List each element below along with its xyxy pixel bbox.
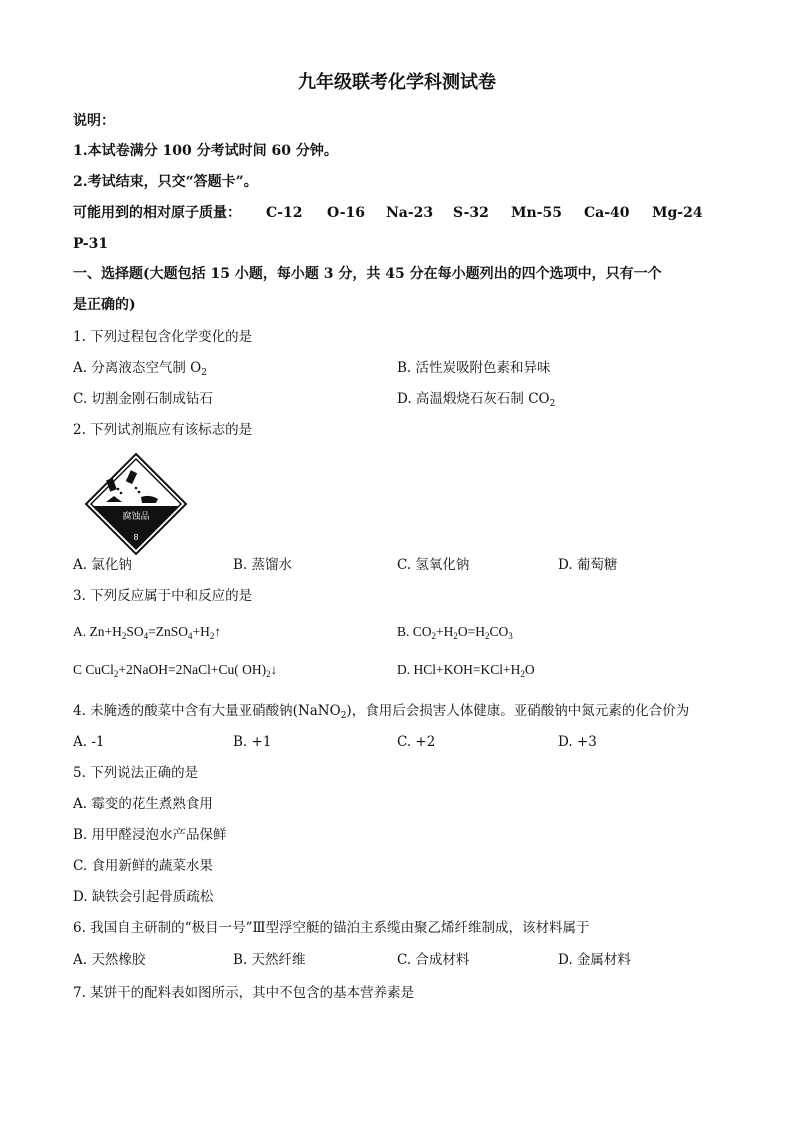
question-5-option-b: B. 用甲醛浸泡水产品保鲜	[73, 827, 227, 843]
atomic-mass-na: Na-23	[386, 205, 434, 221]
instructions-heading: 说明：	[73, 113, 115, 129]
question-6-option-b: B. 天然纤维	[233, 952, 306, 968]
instruction-line-1: 1.本试卷满分 100 分考试时间 60 分钟。	[73, 143, 338, 159]
question-4-option-b: B. +1	[233, 734, 272, 750]
question-2-option-b: B. 蒸馏水	[233, 557, 293, 573]
question-3-option-a: A. $Zn+H_2SO_4=ZnSO_4+H_2↑$	[73, 624, 222, 641]
question-5-option-a: A. 霉变的花生煮熟食用	[73, 796, 213, 812]
question-6-option-d: D. 金属材料	[558, 952, 631, 968]
question-5-option-c: C. 食用新鲜的蔬菜水果	[73, 858, 213, 874]
section-heading-line-1: 一、选择题(大题包括 15 小题，每小题 3 分，共 45 分在每小题列出的四个选项中，只有一个	[73, 266, 662, 282]
exam-title: 九年级联考化学科测试卷	[298, 72, 496, 93]
question-2-option-c: C. 氢氧化钠	[397, 557, 470, 573]
atomic-mass-s: S-32	[453, 205, 489, 221]
question-1-option-c: C. 切割金刚石制成钻石	[73, 391, 213, 407]
question-3-option-b: B. $CO_2+H_2O=H_2CO_3$	[397, 624, 513, 641]
question-3-option-d: D. $HCl+KOH=KCl+H_2O$	[397, 662, 535, 679]
question-1-option-a: A. 分离液态空气制 $O_2$	[73, 360, 207, 378]
atomic-mass-o: O-16	[327, 205, 366, 221]
sign-label: 腐蚀品	[122, 512, 150, 522]
atomic-mass-label: 可能用到的相对原子质量：	[73, 205, 241, 221]
atomic-mass-mg: Mg-24	[652, 205, 703, 221]
question-6-stem: 6. 我国自主研制的“极目一号”Ⅲ型浮空艇的锚泊主系缆由聚乙烯纤维制成，该材料属于	[73, 920, 590, 936]
section-heading-line-2: 是正确的)	[73, 297, 136, 313]
question-1-stem: 1. 下列过程包含化学变化的是	[73, 329, 253, 345]
question-4-stem: 4. 未腌透的酸菜中含有大量亚硝酸钠(NaNO$_2$)，食用后会损害人体健康。亚硝酸钠中氮元素的化合价为	[73, 703, 690, 721]
atomic-mass-mn: Mn-55	[511, 205, 562, 221]
question-5-stem: 5. 下列说法正确的是	[73, 765, 199, 781]
question-4-option-c: C. +2	[397, 734, 436, 750]
question-3-stem: 3. 下列反应属于中和反应的是	[73, 588, 253, 604]
question-3-option-c: C CuCl$_2$+2NaOH=2NaCl+Cu( $OH)_2↓$	[73, 662, 278, 679]
question-1-option-d: D. 高温煅烧石灰石制 $CO_2$	[397, 391, 556, 409]
atomic-mass-c: C-12	[266, 205, 303, 221]
question-4-option-a: A. -1	[73, 734, 105, 750]
atomic-mass-p: P-31	[73, 236, 109, 252]
instruction-line-2: 2.考试结束，只交“答题卡”。	[73, 174, 258, 190]
question-4-option-d: D. +3	[558, 734, 597, 750]
sign-number: 8	[133, 533, 139, 542]
question-2-option-a: A. 氯化钠	[73, 557, 132, 573]
question-5-option-d: D. 缺铁会引起骨质疏松	[73, 889, 214, 905]
question-7-stem: 7. 某饼干的配料表如图所示，其中不包含的基本营养素是	[73, 985, 415, 1001]
atomic-mass-ca: Ca-40	[584, 205, 630, 221]
question-2-stem: 2. 下列试剂瓶应有该标志的是	[73, 422, 253, 438]
question-2-option-d: D. 葡萄糖	[558, 557, 618, 573]
corrosive-hazard-sign	[84, 452, 188, 556]
question-1-option-b: B. 活性炭吸附色素和异味	[397, 360, 551, 376]
question-6-option-c: C. 合成材料	[397, 952, 470, 968]
question-6-option-a: A. 天然橡胶	[73, 952, 146, 968]
